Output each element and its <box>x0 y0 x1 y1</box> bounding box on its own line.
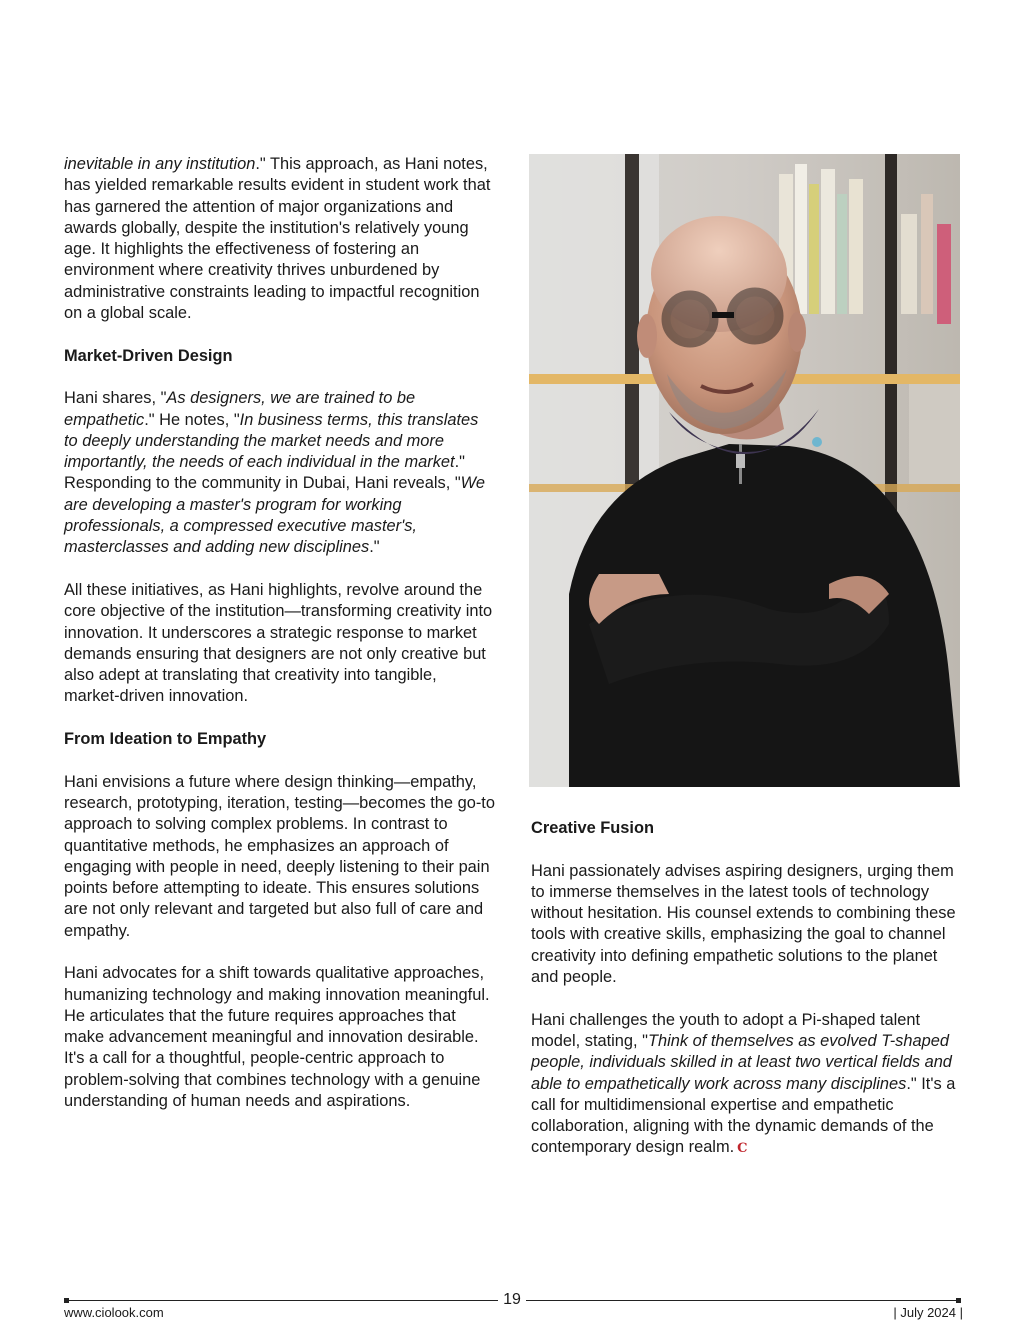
body-text: Hani challenges the youth to adopt a Pi-shaped talent model, stating, " <box>531 1010 921 1050</box>
paragraph <box>64 580 496 708</box>
paragraph <box>64 388 496 558</box>
body-text: Hani envisions a future where design thinking—empathy, research, prototyping, iteration, testing—becomes the go-to approach to solving complex problems. In contrast to quantitative methods, he emphasizes an approach of engaging with people in need, deeply listening to their pain points before attempting to ideate. This ensures solutions are not only relevant and targeted but also full of care and empathy. <box>64 772 495 940</box>
body-text: Hani passionately advises aspiring designers, urging them to immerse themselves in the latest tools of technology without hesitation. His counsel extends to combining these tools with creative skills, emphasizing the goal to channel creativity into defining empathetic solutions to the planet and people. <box>531 861 956 987</box>
paragraph <box>64 154 496 324</box>
paragraph <box>64 772 496 942</box>
body-text: ." He notes, " <box>144 410 240 429</box>
quote-text: As designers, we are trained to be empathetic <box>64 389 416 429</box>
page-number: 19 <box>503 1291 521 1308</box>
body-text: ." This approach, as Hani notes, has yielded remarkable results evident in student work that has garnered the attention of major organizations and awards globally, despite the institution's relatively young age. It highlights the effectiveness of fostering an environment where creativity thrives unburdened by administrative constraints leading to impactful recognition on a global scale. <box>64 155 491 323</box>
body-text: ." <box>369 538 380 557</box>
body-text: Hani shares, " <box>64 389 167 408</box>
section-heading-from-ideation-to-empathy: From Ideation to Empathy <box>64 730 267 749</box>
end-mark-icon: C <box>737 1141 748 1157</box>
body-text: All these initiatives, as Hani highlights, revolve around the core objective of the institution—transforming creativity into innovation. It underscores a strategic response to market demands ensuring that designers are not only creative but also adept at translating that creativity into tangible, market-driven innovation. <box>64 580 493 706</box>
footer-rule-left <box>66 1300 498 1301</box>
right-column <box>531 818 956 1180</box>
body-text: ." Responding to the community in Dubai, Hani reveals, " <box>64 453 465 493</box>
paragraph <box>531 861 956 989</box>
body-text: Hani advocates for a shift towards qualitative approaches, humanizing technology and making innovation meaningful. He articulates that the future requires approaches that make advancement meaningful and innovation desirable. It's a call for a thoughtful, people-centric approach to problem-solving that combines technology with a genuine understanding of human needs and aspirations. <box>64 964 490 1111</box>
footer-website: www.ciolook.com <box>64 1305 164 1320</box>
paragraph <box>64 963 496 1112</box>
quote-text: In business terms, this translates to deeply understanding the market needs and more importantly, the needs of each individual in the market <box>64 410 479 472</box>
section-heading-market-driven-design: Market-Driven Design <box>64 346 233 365</box>
paragraph <box>531 1010 956 1159</box>
section-heading-creative-fusion: Creative Fusion <box>531 819 654 837</box>
quote-text: inevitable in any institution <box>64 155 256 173</box>
paragraph-text <box>531 1011 955 1157</box>
quote-text: We are developing a master's program for working professionals, a compressed executive master's, masterclasses and adding new disciplines <box>64 474 485 557</box>
quote-text: Think of themselves as evolved T-shaped people, individuals skilled in at least two vertical fields and able to empathetically work across many disciplines <box>531 1031 952 1093</box>
footer-rule-right <box>526 1300 958 1301</box>
footer-dot-right <box>956 1298 961 1303</box>
left-column <box>64 154 496 1134</box>
portrait-photo <box>529 154 960 787</box>
footer-issue-date: | July 2024 | <box>893 1305 963 1320</box>
body-text: ." It's a call for multidimensional expertise and empathetic collaboration, aligning with the dynamic demands of the contemporary design realm. <box>531 1074 956 1157</box>
